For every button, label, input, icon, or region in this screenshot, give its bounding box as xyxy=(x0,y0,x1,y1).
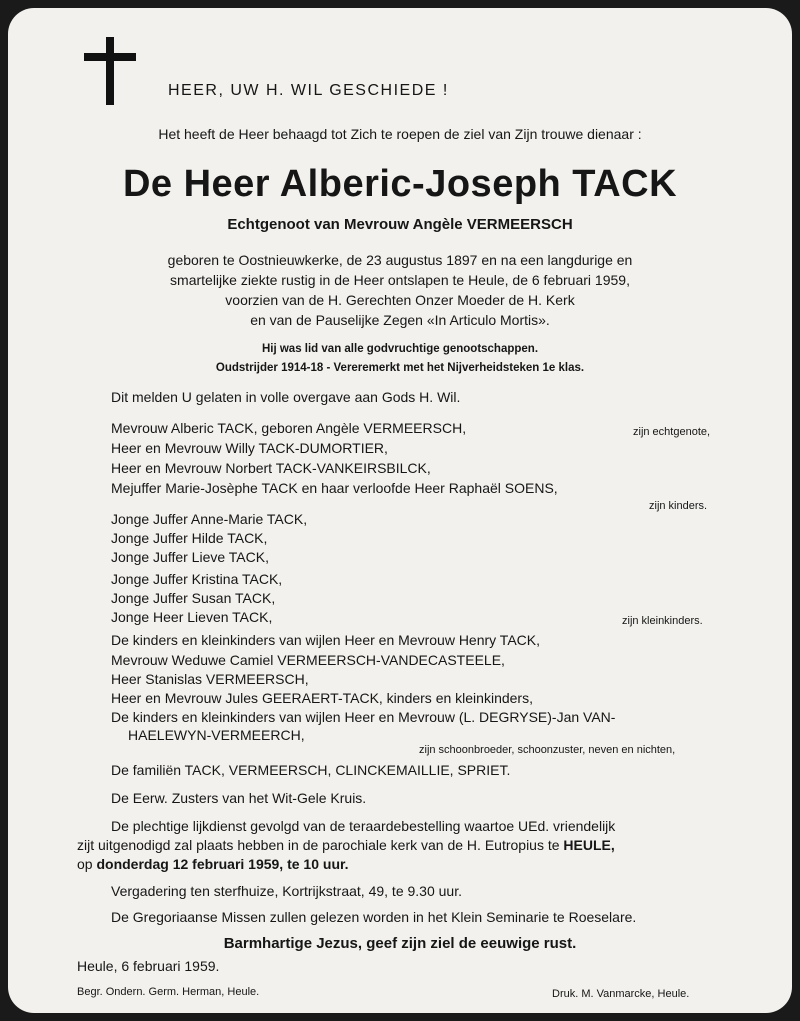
intro-text: Het heeft de Heer behaagd tot Zich te roepen de ziel van Zijn trouwe dienaar : xyxy=(158,126,642,142)
grandchildren-role: zijn kleinkinders. xyxy=(622,615,703,627)
child-entry: Heer en Mevrouw Willy TACK-DUMORTIER, xyxy=(111,440,388,456)
funeral-place: HEULE, xyxy=(563,837,615,853)
relative-entry: Mevrouw Weduwe Camiel VERMEERSCH-VANDECASTEELE, xyxy=(111,652,505,668)
grandchild-entry: Jonge Juffer Hilde TACK, xyxy=(111,530,268,546)
grandchild-entry: Jonge Juffer Kristina TACK, xyxy=(111,571,283,587)
motto: HEER, UW H. WIL GESCHIEDE ! xyxy=(168,82,449,99)
grandchild-entry: Jonge Juffer Anne-Marie TACK, xyxy=(111,511,308,527)
funeral-line-text: op xyxy=(77,856,93,872)
sisters-line: De Eerw. Zusters van het Wit-Gele Kruis. xyxy=(111,790,367,806)
bio-line: geboren te Oostnieuwkerke, de 23 augustus 1897 en na een langdurige en xyxy=(167,252,633,268)
announcement: Dit melden U gelaten in volle overgave aan Gods H. Wil. xyxy=(111,389,461,405)
membership-line: Hij was lid van alle godvruchtige genootschappen. xyxy=(261,343,539,355)
relatives-role: zijn schoonbroeder, schoonzuster, neven en nichten, xyxy=(419,744,676,756)
funeral-date: donderdag 12 februari 1959, te 10 uur. xyxy=(96,856,349,872)
bio-line: smartelijke ziekte rustig in de Heer ontslapen te Heule, de 6 februari 1959, xyxy=(170,272,630,288)
relative-entry: Heer en Mevrouw Jules GEERAERT-TACK, kinders en kleinkinders, xyxy=(111,690,533,706)
grandchild-entry: Jonge Heer Lieven TACK, xyxy=(111,609,273,625)
spouse-line: Echtgenoot van Mevrouw Angèle VERMEERSCH xyxy=(227,216,573,233)
child-entry: Mejuffer Marie-Josèphe TACK en haar verloofde Heer Raphaël SOENS, xyxy=(111,480,558,496)
bio-line: en van de Pauselijke Zegen «In Articulo Mortis». xyxy=(250,312,550,328)
cross-icon xyxy=(84,37,136,105)
funeral-line-text: zijt uitgenodigd zal plaats hebben in de parochiale kerk van de H. Eutropius te xyxy=(77,837,560,853)
prayer-line: Barmhartige Jezus, geef zijn ziel de eeuwige rust. xyxy=(223,935,577,952)
relative-entry: Heer Stanislas VERMEERSCH, xyxy=(111,671,309,687)
funeral-line xyxy=(77,856,349,872)
grandchild-entry: Jonge Juffer Lieve TACK, xyxy=(111,549,269,565)
relative-entry: De kinders en kleinkinders van wijlen Heer en Mevrouw Henry TACK, xyxy=(111,632,540,648)
deceased-name: De Heer Alberic-Joseph TACK xyxy=(122,163,678,205)
funeral-line: De plechtige lijkdienst gevolgd van de teraardebestelling waartoe UEd. vriendelijk xyxy=(111,818,616,834)
printer-credit: Druk. M. Vanmarcke, Heule. xyxy=(552,988,690,1000)
grandchild-entry: Jonge Juffer Susan TACK, xyxy=(111,590,276,606)
masses-line: De Gregoriaanse Missen zullen gelezen worden in het Klein Seminarie te Roeselare. xyxy=(111,909,637,925)
gathering-line: Vergadering ten sterfhuize, Kortrijkstraat, 49, te 9.30 uur. xyxy=(111,883,462,899)
bio-line: voorzien van de H. Gerechten Onzer Moeder de H. Kerk xyxy=(225,292,575,308)
membership-line: Oudstrijder 1914-18 - Vereremerkt met het Nijverheidsteken 1e klas. xyxy=(215,362,585,374)
children-role: zijn kinders. xyxy=(649,500,708,512)
place-date: Heule, 6 februari 1959. xyxy=(77,958,220,974)
relative-entry-continued: HAELEWYN-VERMEERCH, xyxy=(128,727,305,743)
relative-entry: De kinders en kleinkinders van wijlen Heer en Mevrouw (L. DEGRYSE)-Jan VAN- xyxy=(111,709,616,725)
spouse-entry: Mevrouw Alberic TACK, geboren Angèle VERMEERSCH, xyxy=(111,420,467,436)
spouse-role: zijn echtgenote, xyxy=(633,426,711,438)
child-entry: Heer en Mevrouw Norbert TACK-VANKEIRSBILCK, xyxy=(111,460,431,476)
families-line: De familiën TACK, VERMEERSCH, CLINCKEMAILLIE, SPRIET. xyxy=(111,762,511,778)
undertaker-credit: Begr. Ondern. Germ. Herman, Heule. xyxy=(77,986,260,998)
funeral-line xyxy=(77,837,615,853)
